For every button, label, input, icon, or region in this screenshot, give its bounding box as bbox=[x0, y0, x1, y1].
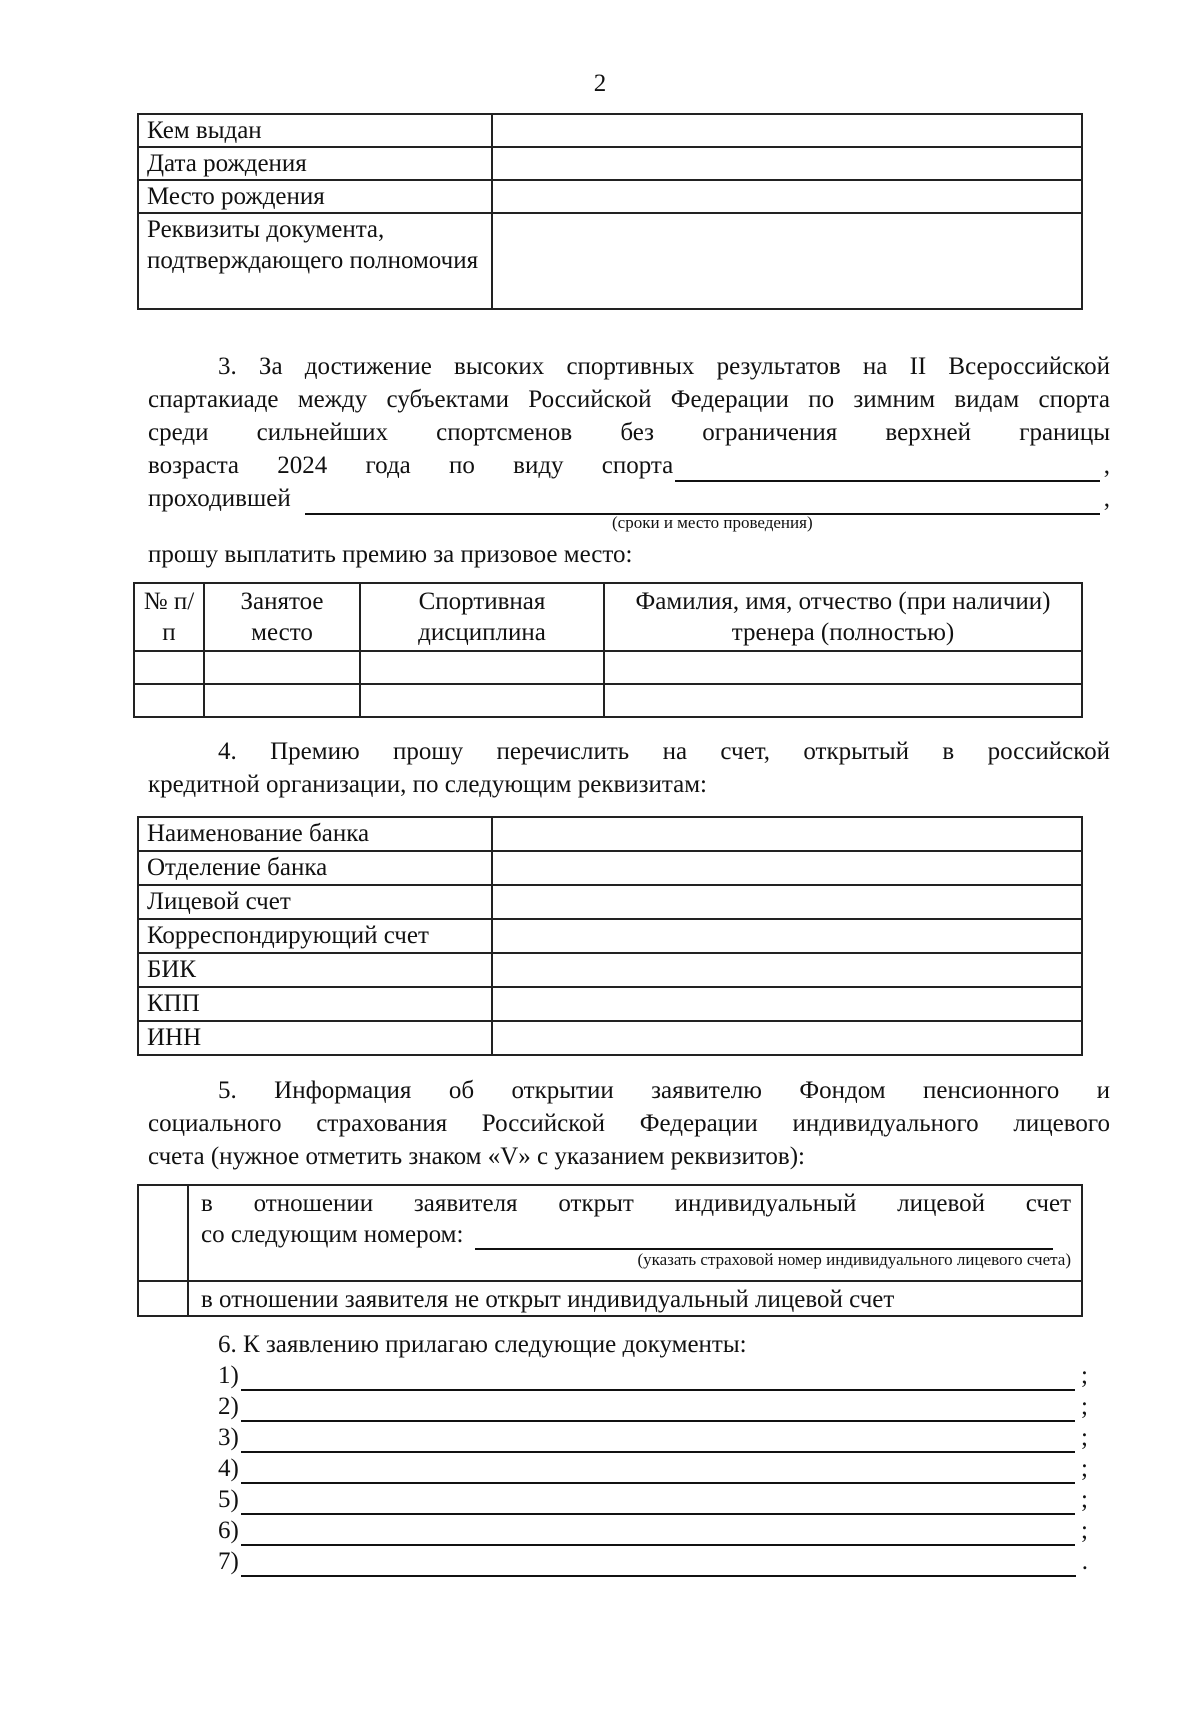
document-line bbox=[218, 1422, 1088, 1453]
table-row bbox=[138, 919, 1082, 953]
option1-label: со следующим номером: bbox=[201, 1221, 464, 1248]
header-cell: Фамилия, имя, отчество (при наличии) тренера (полностью) bbox=[604, 583, 1082, 651]
section3-paragraph bbox=[148, 350, 1110, 449]
document-number: 5) bbox=[218, 1486, 239, 1513]
line-end: ; bbox=[1081, 1424, 1088, 1451]
document-line bbox=[218, 1391, 1088, 1422]
option1-number-row bbox=[201, 1219, 1071, 1250]
account-info-table bbox=[137, 1184, 1083, 1317]
row-label: Кем выдан bbox=[138, 114, 492, 147]
table-row bbox=[138, 1281, 1082, 1316]
page-number: 2 bbox=[593, 70, 607, 97]
option-checkbox[interactable] bbox=[138, 1185, 188, 1281]
table-row bbox=[138, 885, 1082, 919]
option-checkbox[interactable] bbox=[138, 1281, 188, 1316]
row-label: БИК bbox=[138, 953, 492, 987]
option-text bbox=[188, 1185, 1082, 1281]
insurance-number-hint: (указать страховой номер индивидуального лицевого счета) bbox=[637, 1250, 1071, 1269]
table-row bbox=[134, 684, 1082, 717]
row-value-field[interactable] bbox=[492, 851, 1082, 885]
document-line bbox=[218, 1546, 1088, 1577]
option1-line: в отношении заявителя открыт индивидуальный лицевой счет bbox=[201, 1190, 1071, 1217]
venue-label: проходившей bbox=[148, 485, 291, 512]
table-row bbox=[138, 213, 1082, 309]
line-end: ; bbox=[1081, 1486, 1088, 1513]
venue-hint: (сроки и место проведения) bbox=[612, 513, 813, 532]
section5-line: счета (нужное отметить знаком «V» с указанием реквизитов): bbox=[148, 1143, 805, 1170]
row-value-field[interactable] bbox=[492, 817, 1082, 851]
row-label: Место рождения bbox=[138, 180, 492, 213]
prize-table bbox=[133, 582, 1083, 718]
row-label: КПП bbox=[138, 987, 492, 1021]
header-cell: Спортивная дисциплина bbox=[360, 583, 604, 651]
table-row bbox=[138, 180, 1082, 213]
table-cell[interactable] bbox=[604, 651, 1082, 684]
document-input-line[interactable] bbox=[241, 1520, 1075, 1546]
row-value-field[interactable] bbox=[492, 114, 1082, 147]
document-number: 4) bbox=[218, 1455, 239, 1482]
row-value-field[interactable] bbox=[492, 987, 1082, 1021]
section6-heading: 6. К заявлению прилагаю следующие документы: bbox=[218, 1331, 747, 1358]
document-number: 7) bbox=[218, 1548, 239, 1575]
comma: , bbox=[1103, 452, 1110, 479]
table-cell[interactable] bbox=[134, 651, 204, 684]
section5-line: социального страхования Российской Федерации индивидуального лицевого bbox=[148, 1110, 1110, 1137]
table-row bbox=[134, 651, 1082, 684]
document-input-line[interactable] bbox=[241, 1489, 1075, 1515]
section4-line: кредитной организации, по следующим реквизитам: bbox=[148, 771, 707, 798]
row-label: Отделение банка bbox=[138, 851, 492, 885]
document-number: 2) bbox=[218, 1393, 239, 1420]
row-value-field[interactable] bbox=[492, 147, 1082, 180]
section5-paragraph bbox=[148, 1074, 1110, 1173]
table-cell[interactable] bbox=[204, 651, 360, 684]
table-row bbox=[138, 1021, 1082, 1055]
line-end: . bbox=[1081, 1548, 1088, 1575]
line-end: ; bbox=[1081, 1362, 1088, 1389]
document-number: 1) bbox=[218, 1362, 239, 1389]
row-value-field[interactable] bbox=[492, 1021, 1082, 1055]
document-input-line[interactable] bbox=[241, 1427, 1075, 1453]
option2-text: в отношении заявителя не открыт индивидуальный лицевой счет bbox=[188, 1281, 1082, 1316]
table-row bbox=[138, 987, 1082, 1021]
sport-label: возраста 2024 года по виду спорта bbox=[148, 452, 674, 479]
document-line bbox=[218, 1484, 1088, 1515]
section4-line: 4. Премию прошу перечислить на счет, открытый в российской bbox=[218, 738, 1110, 765]
section3-line: 3. За достижение высоких спортивных результатов на II Всероссийской bbox=[218, 353, 1110, 380]
document-line bbox=[218, 1360, 1088, 1391]
section4-paragraph bbox=[148, 735, 1110, 801]
row-value-field[interactable] bbox=[492, 180, 1082, 213]
venue-line bbox=[148, 482, 1110, 515]
row-label: Дата рождения bbox=[138, 147, 492, 180]
table-cell[interactable] bbox=[134, 684, 204, 717]
row-label: Корреспондирующий счет bbox=[138, 919, 492, 953]
table-row bbox=[138, 1185, 1082, 1281]
venue-input-line[interactable] bbox=[305, 489, 1100, 515]
row-label: Лицевой счет bbox=[138, 885, 492, 919]
header-cell: Занятое место bbox=[204, 583, 360, 651]
row-label: ИНН bbox=[138, 1021, 492, 1055]
line-end: ; bbox=[1081, 1455, 1088, 1482]
comma: , bbox=[1103, 485, 1110, 512]
document-line bbox=[218, 1515, 1088, 1546]
table-row bbox=[138, 817, 1082, 851]
row-value-field[interactable] bbox=[492, 885, 1082, 919]
row-value-field[interactable] bbox=[492, 953, 1082, 987]
table-cell[interactable] bbox=[360, 684, 604, 717]
document-input-line[interactable] bbox=[241, 1396, 1075, 1422]
section3-line: среди сильнейших спортсменов без ограничения верхней границы bbox=[148, 419, 1110, 446]
row-value-field[interactable] bbox=[492, 919, 1082, 953]
document-input-line[interactable] bbox=[241, 1458, 1075, 1484]
section5-line: 5. Информация об открытии заявителю Фондом пенсионного и bbox=[218, 1077, 1110, 1104]
line-end: ; bbox=[1081, 1393, 1088, 1420]
document-number: 6) bbox=[218, 1517, 239, 1544]
bank-details-table bbox=[137, 816, 1083, 1056]
table-cell[interactable] bbox=[204, 684, 360, 717]
sport-line bbox=[148, 449, 1110, 482]
row-label: Реквизиты документа, подтверждающего полномочия bbox=[138, 213, 492, 309]
identity-table bbox=[137, 113, 1083, 310]
table-cell[interactable] bbox=[360, 651, 604, 684]
table-row bbox=[138, 953, 1082, 987]
section3-line: спартакиаде между субъектами Российской Федерации по зимним видам спорта bbox=[148, 386, 1110, 413]
row-label: Наименование банка bbox=[138, 817, 492, 851]
row-value-field[interactable] bbox=[492, 213, 1082, 309]
document-line bbox=[218, 1453, 1088, 1484]
table-row bbox=[138, 147, 1082, 180]
table-row bbox=[138, 114, 1082, 147]
table-row bbox=[138, 851, 1082, 885]
table-header-row bbox=[134, 583, 1082, 651]
sport-input-line[interactable] bbox=[675, 456, 1099, 482]
insurance-number-input-line[interactable] bbox=[475, 1224, 1053, 1250]
prize-request-text: прошу выплатить премию за призовое место: bbox=[148, 541, 633, 568]
document-input-line[interactable] bbox=[241, 1551, 1076, 1577]
document-number: 3) bbox=[218, 1424, 239, 1451]
line-end: ; bbox=[1081, 1517, 1088, 1544]
document-input-line[interactable] bbox=[241, 1365, 1075, 1391]
header-cell: № п/п bbox=[134, 583, 204, 651]
table-cell[interactable] bbox=[604, 684, 1082, 717]
